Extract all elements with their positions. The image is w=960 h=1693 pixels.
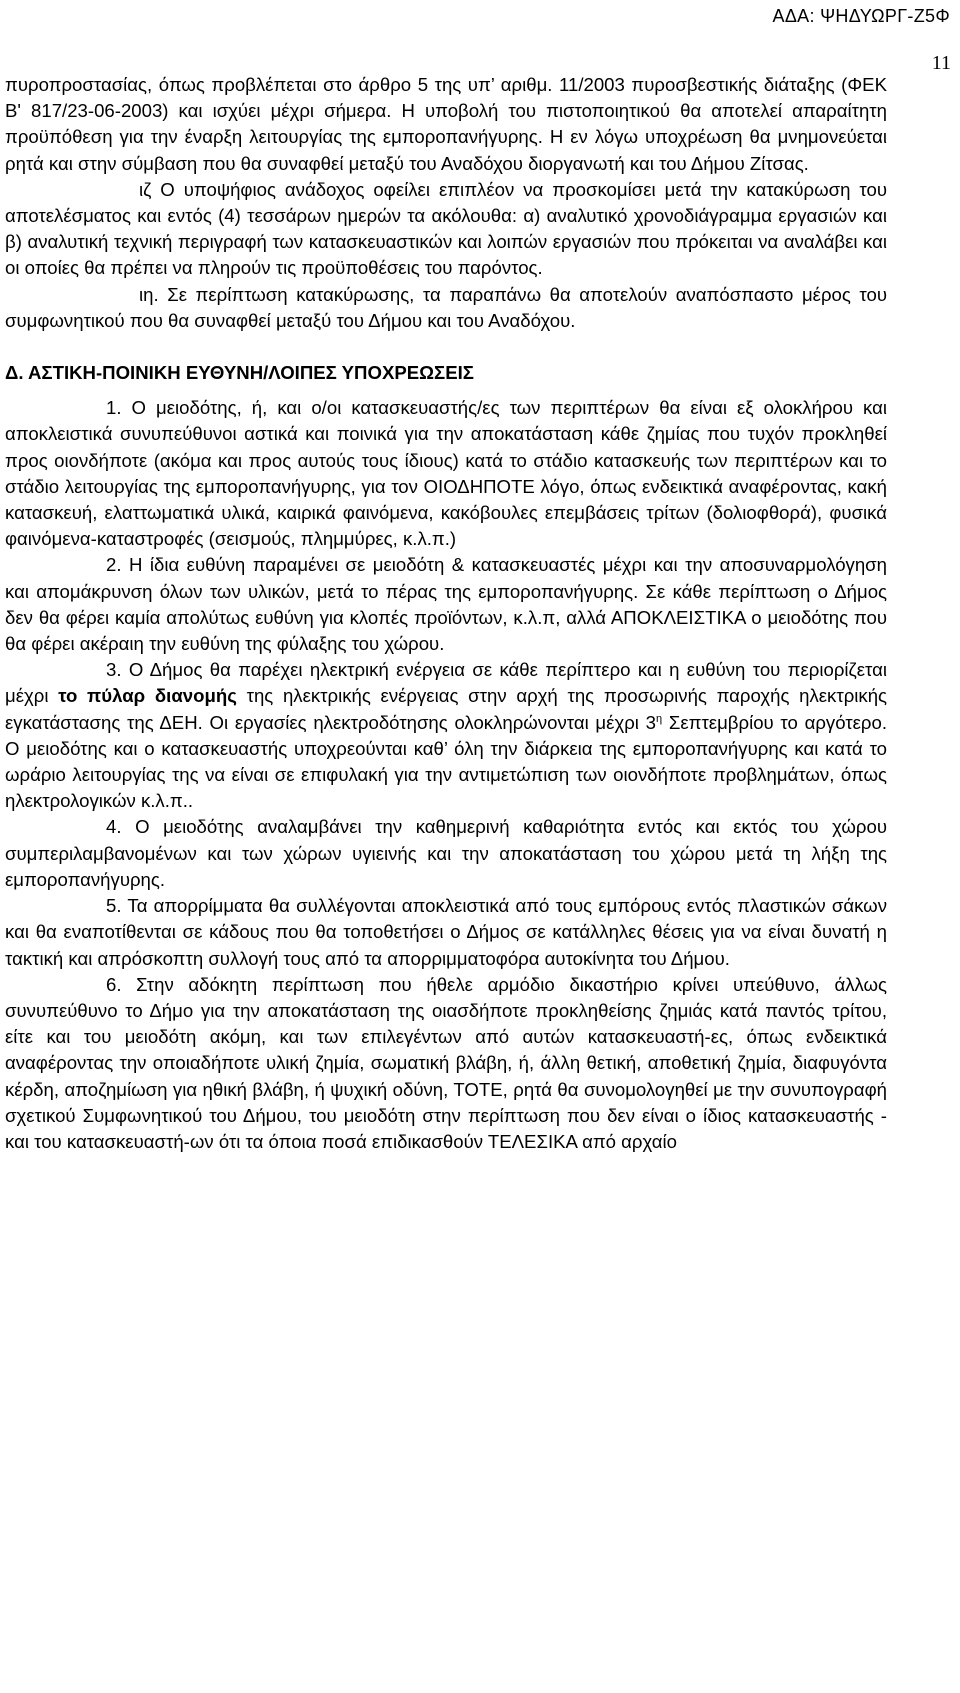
item-3-bold: το πύλαρ διανομής bbox=[58, 685, 237, 707]
paragraph-ih: ιη. Σε περίπτωση κατακύρωσης, τα παραπάνω θα αποτελούν αναπόσπαστο μέρος του συμφωνητικού που θα συναφθεί μεταξύ του Δήμου και του Αναδόχου. bbox=[5, 283, 887, 331]
item-5: 5. Τα απορρίμματα θα συλλέγονται αποκλειστικά από τους εμπόρους εντός πλαστικών σάκων και θα εναποτίθενται σε κάδους που θα τοποθετήσει ο Δήμος σε κατάλληλες θέσεις για να είναι δυνατή η τακτική και απρόσκοπτη συλλογή τους από τα απορριμματοφόρα αυτοκίνητα του Δήμου. bbox=[5, 895, 887, 969]
document-body bbox=[5, 72, 887, 1155]
paragraph-iz: ιζ Ο υποψήφιος ανάδοχος οφείλει επιπλέον να προσκομίσει μετά την κατακύρωση του αποτελέσματος και εντός (4) τεσσάρων ημερών τα ακόλουθα: α) αναλυτικό χρονοδιάγραμμα εργασιών και β) αναλυτική τεχνική περιγραφή των κατασκευαστικών και λοιπών εργασιών που πρόκειται να αναλάβει και οι οποίες θα πρέπει να πληρούν τις προϋποθέσεις του παρόντος. bbox=[5, 178, 887, 279]
item-2: 2. Η ίδια ευθύνη παραμένει σε μειοδότη & κατασκευαστές μέχρι και την αποσυναρμολόγηση και απομάκρυνση όλων των υλικών, μετά το πέρας της εμποροπανήγυρης. Σε κάθε περίπτωση ο Δήμος δεν θα φέρει καμία απολύτως ευθύνη για κλοπές προϊόντων, κ.λ.π, αλλά ΑΠΟΚΛΕΙΣΤΙΚΑ ο μειοδότης που θα φέρει ακέραιη την ευθύνη της φύλαξης του χώρου. bbox=[5, 554, 887, 655]
item-3-text-c: Σεπτεμβρίου το αργότερο. Ο μειοδότης και ο κατασκευαστής υποχρεούνται καθ’ όλη την διάρκεια της εμποροπανήγυρης και κατά το ωράριο λειτουργίας της να είναι σε επιφυλακή για την αντιμετώπιση των οιονδήποτε προβλημάτων, όπως ηλεκτρολογικών κ.λ.π.. bbox=[5, 711, 887, 812]
ada-code: ΑΔΑ: ΨΗΔΥΩΡΓ-Ζ5Φ bbox=[772, 6, 950, 26]
item-3 bbox=[5, 657, 887, 814]
item-1: 1. Ο μειοδότης, ή, και ο/οι κατασκευαστής/ες των περιπτέρων θα είναι εξ ολοκλήρου και αποκλειστικά συνυπεύθυνοι αστικά και ποινικά για την αποκατάσταση κάθε ζημίας που τυχόν προκληθεί προς οιονδήποτε (ακόμα και προς αυτούς τους ίδιους) κατά το στάδιο κατασκευής των περιπτέρων και το στάδιο λειτουργίας της εμποροπανήγυρης, για τον ΟΙΟΔΗΠΟΤΕ λόγο, όπως ενδεικτικά αναφέροντας, κακή κατασκευή, ελαττωματικά υλικά, καιρικά φαινόμενα, κακόβουλες επεμβάσεις τρίτων (δολιοφθορά), φυσικά φαινόμενα-καταστροφές (σεισμούς, πλημμύρες, κ.λ.π.) bbox=[5, 397, 887, 550]
section-heading: Δ. ΑΣΤΙΚΗ-ΠΟΙΝΙΚΗ ΕΥΘΥΝΗ/ΛΟΙΠΕΣ ΥΠΟΧΡΕΩΣΕΙΣ bbox=[5, 362, 474, 384]
item-3-text-b: της ηλεκτρικής ενέργειας στην αρχή της προσωρινής παροχής ηλεκτρικής εγκατάστασης της ΔΕΗ. Οι εργασίες ηλεκτροδότησης ολοκληρώνονται μέχρι 3 bbox=[5, 685, 888, 733]
item-3-superscript: η bbox=[655, 712, 663, 725]
item-6: 6. Στην αδόκητη περίπτωση που ήθελε αρμόδιο δικαστήριο κρίνει υπεύθυνο, άλλως συνυπεύθυνο το Δήμο για την αποκατάσταση της οιασδήποτε προκληθείσης ζημιάς κατά παντός τρίτου, είτε και του μειοδότη ακόμη, και των επιλεγέντων από αυτών κατασκευαστή-ες, όπως ενδεικτικά αναφέροντας την οποιαδήποτε υλική ζημία, σωματική βλάβη, ή, άλλη θετική, αποθετική ζημία, διαφυγόντα κέρδη, αποζημίωση για ηθική βλάβη, ή ψυχική οδύνη, ΤΟΤΕ, ρητά θα συνομολογηθεί με την συνυπογραφή σχετικού Συμφωνητικού του Δήμου, του μειοδότη στην περίπτωση που δεν είναι ο ίδιος κατασκευαστής - και του κατασκευαστή-ων ότι τα όποια ποσά επιδικασθούν ΤΕΛΕΣΙΚΑ από αρχαίο bbox=[5, 973, 887, 1152]
paragraph-fire-safety: πυροπροστασίας, όπως προβλέπεται στο άρθρο 5 της υπ’ αριθμ. 11/2003 πυροσβεστικής διάταξης (ΦΕΚ Β' 817/23-06-2003) και ισχύει μέχρι σήμερα. Η υποβολή του πιστοποιητικού θα αποτελεί απαραίτητη προϋπόθεση για την έναρξη λειτουργίας της εμποροπανήγυρης. Η εν λόγω υποχρέωση θα μνημονεύεται ρητά και στην σύμβαση που θα συναφθεί μεταξύ του Αναδόχου διοργανωτή και του Δήμου Ζίτσας. bbox=[5, 74, 887, 174]
item-3-text-a: 3. Ο Δήμος θα παρέχει ηλεκτρική ενέργεια σε κάθε περίπτερο και η ευθύνη του περιορίζεται μέχρι bbox=[5, 659, 887, 707]
page-number: 11 bbox=[931, 52, 951, 74]
item-4: 4. Ο μειοδότης αναλαμβάνει την καθημερινή καθαριότητα εντός και εκτός του χώρου συμπεριλαμβανομένων και των χώρων υγιεινής και την αποκατάσταση του χώρου μετά τη λήξη της εμποροπανήγυρης. bbox=[5, 816, 887, 890]
